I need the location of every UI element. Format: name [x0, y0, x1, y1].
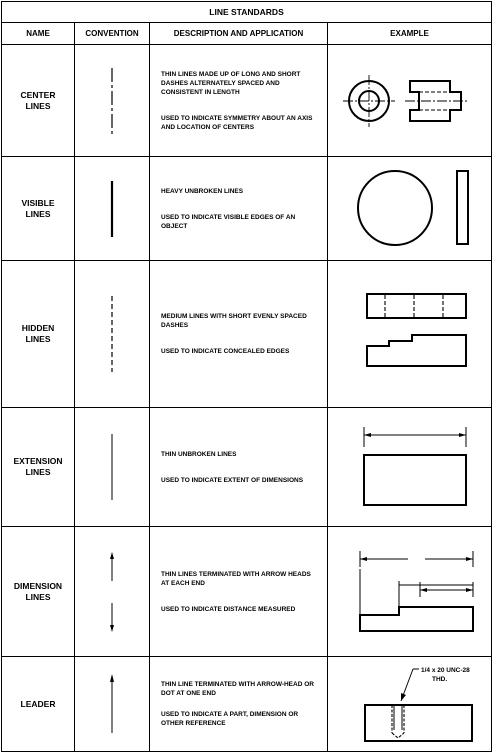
description-text: THIN LINES TERMINATED WITH ARROW HEADS AT EACH END [161, 570, 311, 587]
header-name: NAME [2, 23, 75, 45]
row-name [2, 261, 75, 408]
application-text: USED TO INDICATE SYMMETRY ABOUT AN AXIS AND LOCATION OF CENTERS [161, 114, 313, 131]
line-standards-table [1, 1, 492, 752]
example-cell [328, 157, 492, 261]
visible-lines-example [335, 166, 485, 252]
description-cell [150, 408, 328, 527]
title-row [2, 2, 492, 23]
description-cell [150, 527, 328, 657]
name-line-2: LINES [25, 334, 51, 344]
name-line-1: VISIBLE [21, 197, 55, 208]
table-title: LINE STANDARDS [2, 2, 492, 23]
row-hidden-lines [2, 261, 492, 408]
leader-callout-line-2: THD. [431, 676, 447, 683]
description-cell [150, 261, 328, 408]
row-name [2, 657, 75, 752]
convention-cell [75, 45, 150, 157]
dimension-line-sample [105, 551, 119, 633]
row-extension-lines [2, 408, 492, 527]
row-center-lines [2, 45, 492, 157]
name-line-1: EXTENSION [13, 456, 63, 466]
description-text: THIN UNBROKEN LINES [161, 450, 237, 458]
name-line-1: DIMENSION [13, 580, 63, 591]
dimension-lines-example [335, 547, 485, 637]
hidden-lines-example [335, 284, 485, 384]
description-cell [150, 45, 328, 157]
description-text: THIN LINES MADE UP OF LONG AND SHORT DASHES ALTERNATELY SPACED AND CONSISTENT IN LENGTH [161, 70, 301, 96]
application-text: USED TO INDICATE DISTANCE MEASURED [161, 605, 296, 613]
leader-callout-line-1: 1/4 x 20 UNC-28 [420, 667, 470, 674]
center-lines-example [335, 61, 485, 141]
application-text: USED TO INDICATE VISIBLE EDGES OF AN OBJECT [161, 213, 296, 230]
name-line-1: LEADER [20, 698, 56, 709]
extension-lines-example [335, 425, 485, 509]
row-visible-lines [2, 157, 492, 261]
example-cell [328, 45, 492, 157]
name-line-2: LINES [25, 100, 51, 111]
convention-cell [75, 261, 150, 408]
leader-line-sample [107, 673, 117, 735]
header-convention: CONVENTION [75, 23, 150, 45]
row-name [2, 45, 75, 157]
name-line-2: LINES [25, 591, 51, 602]
row-leader [2, 657, 492, 752]
convention-cell [75, 408, 150, 527]
example-cell [328, 657, 492, 752]
convention-cell [75, 157, 150, 261]
center-line-sample [107, 66, 117, 136]
example-cell [328, 408, 492, 527]
name-line-1: HIDDEN [21, 323, 55, 333]
description-text: MEDIUM LINES WITH SHORT EVENLY SPACED DASHES [161, 313, 307, 329]
header-row [2, 23, 492, 45]
header-description: DESCRIPTION AND APPLICATION [150, 23, 328, 45]
hidden-line-sample [107, 294, 117, 374]
name-line-2: LINES [25, 208, 51, 219]
description-cell [150, 157, 328, 261]
example-cell [328, 527, 492, 657]
description-text: THIN LINE TERMINATED WITH ARROW-HEAD OR DOT AT ONE END [161, 681, 314, 697]
header-example: EXAMPLE [328, 23, 492, 45]
name-line-1: CENTER [20, 89, 56, 100]
row-name [2, 157, 75, 261]
extension-line-sample [107, 432, 117, 502]
description-text: HEAVY UNBROKEN LINES [161, 187, 244, 195]
name-line-2: LINES [25, 467, 51, 477]
convention-cell [75, 527, 150, 657]
row-name [2, 527, 75, 657]
row-name [2, 408, 75, 527]
convention-cell [75, 657, 150, 752]
application-text: USED TO INDICATE A PART, DIMENSION OR OTHER REFERENCE [161, 711, 299, 727]
application-text: USED TO INDICATE CONCEALED EDGES [161, 348, 290, 355]
leader-example [335, 661, 485, 747]
visible-line-sample [107, 179, 117, 239]
application-text: USED TO INDICATE EXTENT OF DIMENSIONS [161, 476, 304, 484]
row-dimension-lines [2, 527, 492, 657]
example-cell [328, 261, 492, 408]
description-cell [150, 657, 328, 752]
